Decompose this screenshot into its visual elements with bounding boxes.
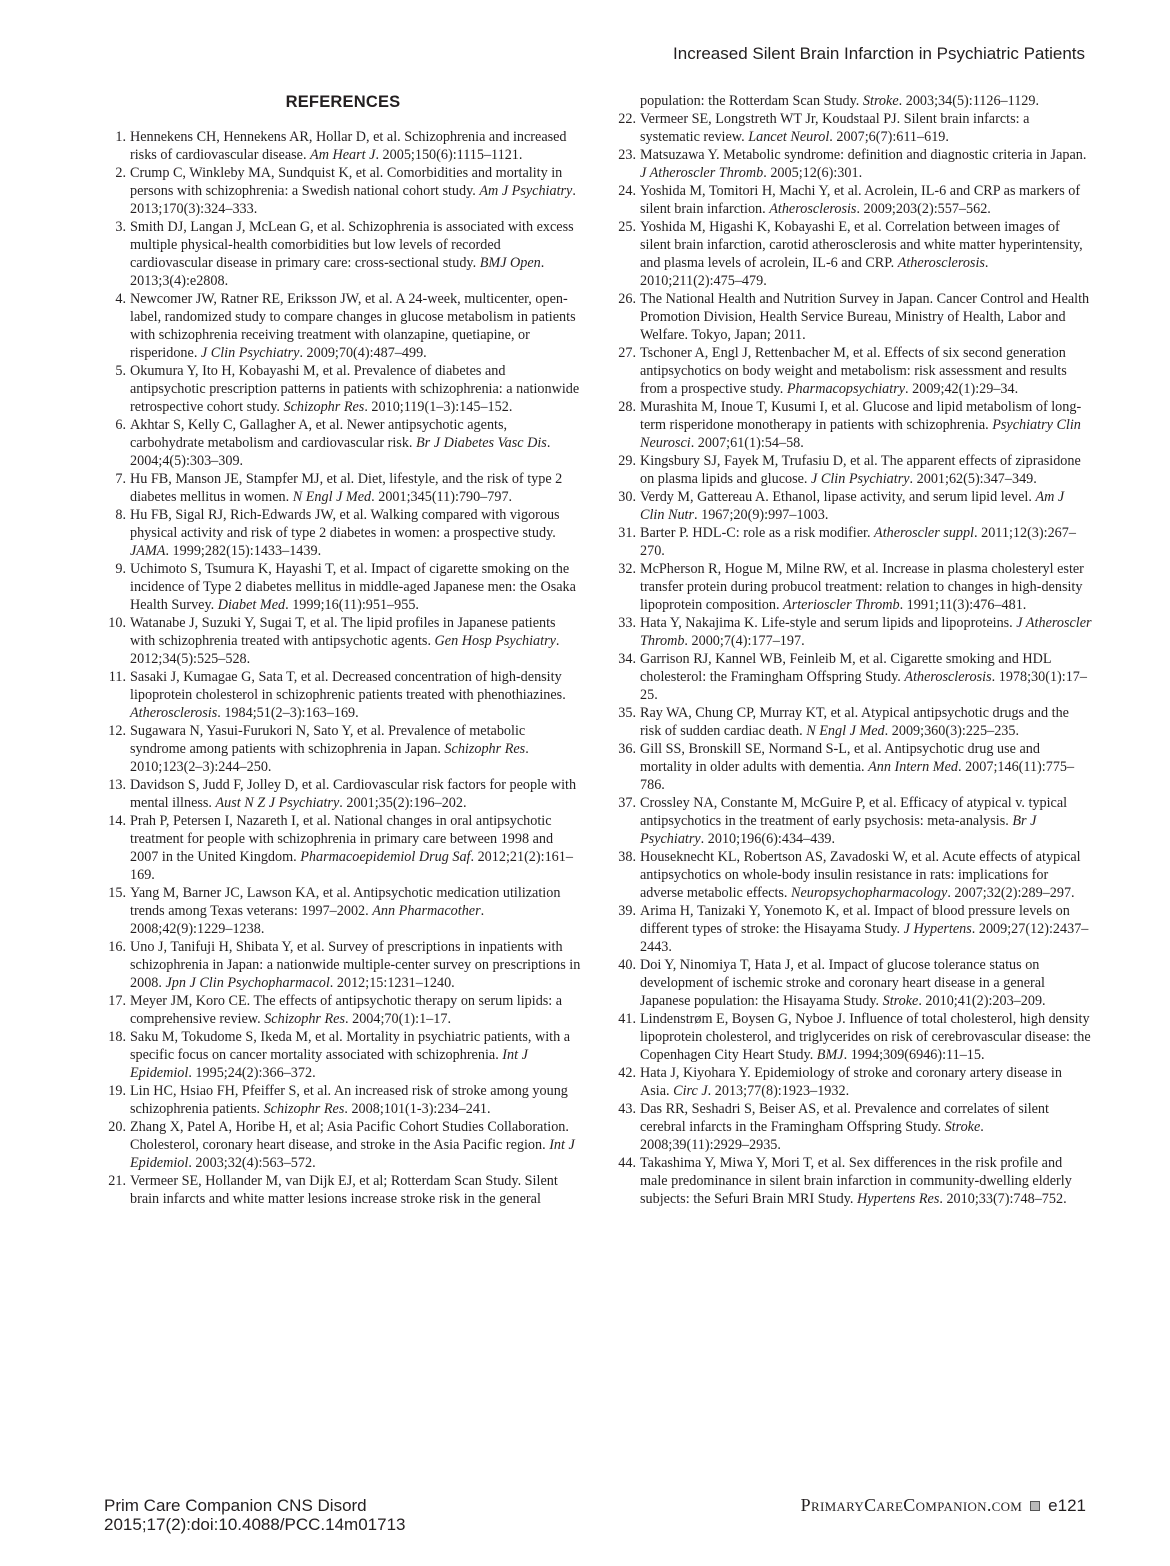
reference-segment: . 2007;6(7):611–619.: [829, 129, 949, 145]
reference-item: [104, 614, 582, 668]
reference-number: 37.: [618, 795, 636, 811]
reference-number: 14.: [108, 813, 126, 829]
reference-number: 39.: [618, 903, 636, 919]
reference-segment: Akhtar S, Kelly C, Gallagher A, et al. Newer antipsychotic agents, carbohydrate metabolism and cardiovascular risk.: [130, 417, 508, 451]
reference-segment: Okumura Y, Ito H, Kobayashi M, et al. Prevalence of diabetes and antipsychotic prescription patterns in patients with schizophrenia: a nationwide retrospective cohort study.: [130, 363, 580, 415]
reference-number: 11.: [108, 669, 126, 685]
reference-text: [130, 812, 582, 884]
journal-name: BMJ: [816, 1047, 844, 1063]
reference-segment: . 2004;4(5):303–309.: [130, 435, 551, 469]
reference-segment: Crump C, Winkleby MA, Sundquist K, et al. Comorbidities and mortality in persons with schizophrenia: a Swedish national cohort study.: [130, 165, 563, 199]
journal-name: J Clin Psychiatry: [200, 345, 300, 361]
reference-item: [614, 452, 1092, 488]
reference-segment: McPherson R, Hogue M, Milne RW, et al. Increase in plasma cholesteryl ester transfer protein during probucol treatment: relation to changes in high-density lipoprotein composition.: [640, 561, 1084, 613]
reference-item: [104, 1082, 582, 1118]
reference-item: [614, 560, 1092, 614]
reference-item: [614, 704, 1092, 740]
journal-name: Hypertens Res: [857, 1191, 940, 1207]
reference-segment: Newcomer JW, Ratner RE, Eriksson JW, et al. A 24-week, multicenter, open-label, randomized study to compare changes in glucose metabolism in patients with schizophrenia receiving treatment with olanzapine, quetiapine, or risperidone.: [130, 291, 576, 361]
reference-item: [614, 956, 1092, 1010]
journal-name: J Clin Psychiatry: [811, 471, 910, 487]
reference-item: [614, 1154, 1092, 1208]
reference-segment: Tschoner A, Engl J, Rettenbacher M, et al. Effects of six second generation antipsychotics on body weight and metabolism: risk assessment and results from a prospective study.: [640, 345, 1067, 397]
reference-segment: population: the Rotterdam Scan Study.: [640, 93, 863, 109]
reference-item: [104, 776, 582, 812]
journal-name: Br J Psychiatry: [640, 813, 1037, 847]
journal-name: Atherosclerosis: [769, 201, 857, 217]
reference-item: [614, 1100, 1092, 1154]
reference-segment: Vermeer SE, Hollander M, van Dijk EJ, et al; Rotterdam Scan Study. Silent brain infarcts and white matter lesions increase stroke risk in the general: [130, 1173, 558, 1207]
journal-name: Arterioscler Thromb: [783, 597, 900, 613]
reference-segment: . 2011;12(3):267–270.: [640, 525, 1076, 559]
reference-item: [614, 614, 1092, 650]
reference-segment: Doi Y, Ninomiya T, Hata J, et al. Impact of glucose tolerance status on development of ischemic stroke and coronary heart disease in a general Japanese population: the Hisayama Study.: [640, 957, 1045, 1009]
reference-segment: Houseknecht KL, Robertson AS, Zavadoski W, et al. Acute effects of atypical antipsychotics on whole-body insulin resistance in rats: implications for adverse metabolic effects.: [640, 849, 1081, 901]
reference-segment: . 2000;7(4):177–197.: [684, 633, 805, 649]
reference-number: 16.: [108, 939, 126, 955]
journal-name: Schizophr Res: [444, 741, 526, 757]
reference-continuation: [614, 92, 1092, 110]
reference-text: [640, 218, 1092, 290]
journal-name: Pharmacopsychiatry: [786, 381, 906, 397]
square-bullet-icon: [1030, 1501, 1040, 1511]
reference-number: 28.: [618, 399, 636, 415]
reference-item: [614, 488, 1092, 524]
journal-name: Int J Epidemiol: [130, 1137, 575, 1171]
reference-number: 2.: [115, 165, 126, 181]
reference-segment: Uno J, Tanifuji H, Shibata Y, et al. Survey of prescriptions in inpatients with schizophrenia in Japan: a nationwide multiple-center survey on prescriptions in 2008.: [130, 939, 581, 991]
reference-item: [104, 812, 582, 884]
reference-segment: . 2008;101(1-3):234–241.: [344, 1101, 491, 1117]
journal-name: Atherosclerosis: [130, 705, 218, 721]
reference-number: 7.: [115, 471, 126, 487]
reference-segment: Matsuzawa Y. Metabolic syndrome: definition and diagnostic criteria in Japan.: [640, 147, 1087, 163]
reference-segment: Uchimoto S, Tsumura K, Hayashi T, et al. Impact of cigarette smoking on the incidence of Type 2 diabetes mellitus in middle-aged Japanese men: the Osaka Health Survey.: [130, 561, 576, 613]
reference-segment: Smith DJ, Langan J, McLean G, et al. Schizophrenia is associated with excess multiple physical-health comorbidities but low levels of recorded cardiovascular disease in primary care: cross-sectional study.: [130, 219, 574, 271]
reference-item: [104, 722, 582, 776]
reference-segment: Lindenstrøm E, Boysen G, Nyboe J. Influence of total cholesterol, high density lipoprotein cholesterol, and triglycerides on risk of cerebrovascular disease: the Copenhagen City Heart Study.: [640, 1011, 1091, 1063]
reference-segment: Crossley NA, Constante M, McGuire P, et al. Efficacy of atypical v. typical antipsychotics in the treatment of early psychosis: meta-analysis.: [640, 795, 1068, 829]
reference-number: 42.: [618, 1065, 636, 1081]
reference-segment: . 1999;16(11):951–955.: [285, 597, 419, 613]
reference-segment: Das RR, Seshadri S, Beiser AS, et al. Prevalence and correlates of silent cerebral infarcts in the Framingham Offspring Study.: [640, 1101, 1049, 1135]
reference-item: [104, 884, 582, 938]
reference-segment: Arima H, Tanizaki Y, Yonemoto K, et al. Impact of blood pressure levels on different types of stroke: the Hisayama Study.: [640, 903, 1070, 937]
reference-segment: . 2008;42(9):1229–1238.: [130, 903, 485, 937]
reference-segment: . 2009;70(4):487–499.: [299, 345, 427, 361]
reference-segment: . 1991;11(3):476–481.: [899, 597, 1027, 613]
footer-doi: 2015;17(2):doi:10.4088/PCC.14m01713: [104, 1515, 406, 1534]
reference-list-left: [104, 128, 582, 1208]
reference-text: [640, 182, 1092, 218]
reference-item: [104, 290, 582, 362]
reference-number: 10.: [108, 615, 126, 631]
reference-segment: Yoshida M, Tomitori H, Machi Y, et al. Acrolein, IL-6 and CRP as markers of silent brain infarction.: [640, 183, 1081, 217]
reference-item: [104, 560, 582, 614]
journal-name: Stroke: [944, 1119, 981, 1135]
journal-name: J Atheroscler Thromb: [640, 615, 1092, 649]
reference-number: 4.: [115, 291, 126, 307]
reference-segment: Garrison RJ, Kannel WB, Feinleib M, et al. Cigarette smoking and HDL cholesterol: the Framingham Offspring Study.: [640, 651, 1051, 685]
reference-item: [104, 992, 582, 1028]
references-heading: REFERENCES: [285, 93, 401, 111]
reference-segment: Hennekens CH, Hennekens AR, Hollar D, et al. Schizophrenia and increased risks of cardiovascular disease.: [130, 129, 567, 163]
journal-name: N Engl J Med: [292, 489, 372, 505]
reference-number: 27.: [618, 345, 636, 361]
reference-segment: Verdy M, Gattereau A. Ethanol, lipase activity, and serum lipid level.: [640, 489, 1036, 505]
reference-segment: Lin HC, Hsiao FH, Pfeiffer S, et al. An increased risk of stroke among young schizophrenia patients.: [130, 1083, 568, 1117]
journal-name: Aust N Z J Psychiatry: [215, 795, 340, 811]
reference-segment: Saku M, Tokudome S, Ikeda M, et al. Mortality in psychiatric patients, with a specific focus on cancer mortality associated with schizophrenia.: [130, 1029, 571, 1063]
reference-item: [614, 398, 1092, 452]
reference-segment: Hata J, Kiyohara Y. Epidemiology of stroke and coronary artery disease in Asia.: [640, 1065, 1062, 1099]
reference-number: 17.: [108, 993, 126, 1009]
reference-text: [640, 740, 1092, 794]
reference-segment: The National Health and Nutrition Survey in Japan. Cancer Control and Health Promotion Division, Health Service Bureau, Ministry of Health, Labor and Welfare. Tokyo, Japan; 2011.: [640, 291, 1090, 343]
reference-item: [614, 848, 1092, 902]
reference-segment: . 2001;35(2):196–202.: [339, 795, 467, 811]
journal-name: Schizophr Res: [264, 1011, 345, 1027]
reference-item: [614, 1010, 1092, 1064]
reference-segment: . 2008;39(11):2929–2935.: [640, 1119, 984, 1153]
reference-segment: . 2001;345(11):790–797.: [371, 489, 513, 505]
reference-number: 1.: [115, 129, 126, 145]
reference-segment: Hu FB, Sigal RJ, Rich-Edwards JW, et al. Walking compared with vigorous physical activity and risk of type 2 diabetes in women: a prospective study.: [130, 507, 560, 541]
reference-segment: . 2010;123(2–3):244–250.: [130, 741, 529, 775]
reference-text: [640, 344, 1092, 398]
reference-number: 6.: [115, 417, 126, 433]
reference-item: [614, 1064, 1092, 1100]
reference-number: 29.: [618, 453, 636, 469]
reference-item: [614, 146, 1092, 182]
reference-segment: Barter P. HDL-C: role as a risk modifier.: [640, 525, 875, 541]
journal-name: Atherosclerosis: [904, 669, 992, 685]
reference-segment: Kingsbury SJ, Fayek M, Trufasiu D, et al. The apparent effects of ziprasidone on plasma lipids and glucose.: [640, 453, 1081, 487]
journal-name: Am J Clin Nutr: [640, 489, 1065, 523]
reference-text: [130, 938, 582, 992]
reference-text: [640, 452, 1092, 488]
reference-text: [130, 1118, 582, 1172]
journal-name: Am J Psychiatry: [479, 183, 573, 199]
footer-citation: [104, 1496, 406, 1534]
reference-item: [614, 740, 1092, 794]
reference-text: [640, 1010, 1092, 1064]
reference-number: 41.: [618, 1011, 636, 1027]
reference-number: 34.: [618, 651, 636, 667]
reference-item: [104, 470, 582, 506]
reference-text: [640, 902, 1092, 956]
reference-item: [104, 218, 582, 290]
reference-item: [614, 182, 1092, 218]
reference-segment: Hata Y, Nakajima K. Life-style and serum lipids and lipoproteins.: [640, 615, 1017, 631]
reference-text: [640, 848, 1092, 902]
reference-segment: . 1978;30(1):17–25.: [640, 669, 1087, 703]
reference-number: 13.: [108, 777, 126, 793]
reference-text: [640, 146, 1092, 182]
reference-segment: . 2007;146(11):775–786.: [640, 759, 1075, 793]
journal-name: Am Heart J: [310, 147, 376, 163]
reference-item: [614, 524, 1092, 560]
reference-text: [130, 290, 582, 362]
reference-item: [104, 1172, 582, 1208]
reference-number: 8.: [115, 507, 126, 523]
reference-number: [614, 92, 636, 110]
reference-number: 44.: [618, 1155, 636, 1171]
reference-segment: . 2003;32(4):563–572.: [188, 1155, 316, 1171]
reference-text: [130, 128, 582, 164]
journal-name: JAMA: [130, 543, 166, 559]
reference-segment: . 2007;32(2):289–297.: [947, 885, 1075, 901]
journal-name: Jpn J Clin Psychopharmacol: [165, 975, 330, 991]
journal-name: Pharmacoepidemiol Drug Saf: [300, 849, 471, 865]
reference-text: [130, 992, 582, 1028]
reference-text: [640, 398, 1092, 452]
reference-segment: Takashima Y, Miwa Y, Mori T, et al. Sex differences in the risk profile and male predominance in silent brain infarction in community-dwelling elderly subjects: the Sefuri Brain MRI Study.: [640, 1155, 1072, 1207]
reference-segment: . 2005;150(6):1115–1121.: [375, 147, 523, 163]
reference-item: [614, 218, 1092, 290]
reference-text: [130, 470, 582, 506]
reference-segment: . 2010;196(6):434–439.: [700, 831, 836, 847]
journal-name: Ann Intern Med: [868, 759, 958, 775]
reference-text: [130, 776, 582, 812]
reference-number: 12.: [108, 723, 126, 739]
reference-segment: Zhang X, Patel A, Horibe H, et al; Asia Pacific Cohort Studies Collaboration. Cholesterol, coronary heart disease, and stroke in the Asia Pacific region.: [130, 1119, 569, 1153]
reference-text: [640, 1100, 1092, 1154]
reference-text: [130, 1172, 582, 1208]
reference-segment: Meyer JM, Koro CE. The effects of antipsychotic therapy on serum lipids: a comprehensive review.: [130, 993, 563, 1027]
reference-text: [640, 794, 1092, 848]
page-number: e121: [1048, 1496, 1086, 1515]
journal-name: N Engl J Med: [806, 723, 885, 739]
reference-text: [130, 668, 582, 722]
reference-item: [614, 344, 1092, 398]
reference-text: [130, 884, 582, 938]
reference-item: [104, 128, 582, 164]
right-column: [614, 92, 1092, 1208]
reference-text: [130, 362, 582, 416]
reference-item: [614, 110, 1092, 146]
reference-segment: Sugawara N, Yasui-Furukori N, Sato Y, et al. Prevalence of metabolic syndrome among patients with schizophrenia in Japan.: [130, 723, 526, 757]
reference-number: 15.: [108, 885, 126, 901]
journal-name: Atherosclerosis: [897, 255, 985, 271]
journal-name: Stroke: [882, 993, 919, 1009]
reference-item: [614, 902, 1092, 956]
reference-segment: Yoshida M, Higashi K, Kobayashi E, et al. Correlation between images of silent brain infarction, carotid atherosclerosis and white matter hyperintensity, and plasma levels of acrolein, IL-6 and CRP.: [640, 219, 1083, 271]
reference-text: [130, 614, 582, 668]
reference-segment: Ray WA, Chung CP, Murray KT, et al. Atypical antipsychotic drugs and the risk of sudden cardiac death.: [640, 705, 1069, 739]
reference-number: 19.: [108, 1083, 126, 1099]
journal-name: Diabet Med: [217, 597, 286, 613]
reference-segment: Watanabe J, Suzuki Y, Sugai T, et al. The lipid profiles in Japanese patients with schizophrenia treated with antipsychotic agents.: [130, 615, 556, 649]
reference-number: 30.: [618, 489, 636, 505]
reference-number: 43.: [618, 1101, 636, 1117]
reference-segment: . 2010;41(2):203–209.: [918, 993, 1046, 1009]
reference-segment: . 1967;20(9):997–1003.: [694, 507, 829, 523]
reference-segment: . 1994;309(6946):11–15.: [843, 1047, 985, 1063]
reference-item: [104, 1118, 582, 1172]
reference-segment: . 2012;15:1231–1240.: [329, 975, 455, 991]
reference-item: [614, 794, 1092, 848]
reference-segment: . 2010;33(7):748–752.: [939, 1191, 1067, 1207]
reference-item: [614, 290, 1092, 344]
reference-segment: . 2001;62(5):347–349.: [909, 471, 1037, 487]
reference-number: 25.: [618, 219, 636, 235]
reference-segment: . 2013;77(8):1923–1932.: [707, 1083, 850, 1099]
reference-number: 9.: [115, 561, 126, 577]
journal-name: BMJ Open: [479, 255, 541, 271]
journal-name: Ann Pharmacother: [372, 903, 481, 919]
reference-text: [640, 704, 1092, 740]
reference-text: [640, 110, 1092, 146]
reference-item: [104, 668, 582, 722]
reference-number: 32.: [618, 561, 636, 577]
reference-text: [640, 650, 1092, 704]
reference-list-right: [614, 92, 1092, 1208]
reference-segment: . 2012;21(2):161–169.: [130, 849, 573, 883]
reference-segment: . 2007;61(1):54–58.: [690, 435, 804, 451]
reference-text: [640, 92, 1092, 110]
left-column: [104, 92, 582, 1208]
reference-text: [640, 1064, 1092, 1100]
reference-text: [640, 290, 1092, 344]
reference-number: 36.: [618, 741, 636, 757]
footer-journal: Prim Care Companion CNS Disord: [104, 1496, 367, 1515]
reference-segment: Davidson S, Judd F, Jolley D, et al. Cardiovascular risk factors for people with mental illness.: [130, 777, 577, 811]
reference-number: 5.: [115, 363, 126, 379]
reference-text: [640, 956, 1092, 1010]
reference-text: [130, 1082, 582, 1118]
journal-name: J Hypertens: [903, 921, 972, 937]
reference-number: 18.: [108, 1029, 126, 1045]
journal-name: Atheroscler suppl: [874, 525, 975, 541]
reference-number: 35.: [618, 705, 636, 721]
reference-number: 24.: [618, 183, 636, 199]
reference-item: [104, 416, 582, 470]
reference-number: 23.: [618, 147, 636, 163]
reference-text: [640, 1154, 1092, 1208]
reference-segment: . 2003;34(5):1126–1129.: [898, 93, 1040, 109]
journal-name: Br J Diabetes Vasc Dis: [416, 435, 547, 451]
reference-segment: . 1999;282(15):1433–1439.: [165, 543, 322, 559]
reference-segment: Hu FB, Manson JE, Stampfer MJ, et al. Diet, lifestyle, and the risk of type 2 diabetes mellitus in women.: [130, 471, 563, 505]
journal-name: J Atheroscler Thromb: [640, 165, 764, 181]
reference-segment: . 2009;360(3):225–235.: [884, 723, 1020, 739]
reference-text: [130, 722, 582, 776]
reference-number: 38.: [618, 849, 636, 865]
reference-item: [614, 650, 1092, 704]
reference-item: [104, 938, 582, 992]
reference-segment: Sasaki J, Kumagae G, Sata T, et al. Decreased concentration of high-density lipoprotein cholesterol in schizophrenic patients treated with phenothiazines.: [130, 669, 566, 703]
reference-item: [104, 1028, 582, 1082]
journal-name: Neuropsychopharmacology: [791, 885, 948, 901]
reference-segment: . 2010;119(1–3):145–152.: [364, 399, 513, 415]
reference-segment: Prah P, Petersen I, Nazareth I, et al. National changes in oral antipsychotic treatment for people with schizophrenia in primary care between 1998 and 2007 in the United Kingdom.: [130, 813, 554, 865]
reference-number: 33.: [618, 615, 636, 631]
reference-number: 26.: [618, 291, 636, 307]
journal-name: Lancet Neurol: [748, 129, 830, 145]
journal-name: Schizophr Res: [263, 1101, 345, 1117]
reference-number: 31.: [618, 525, 636, 541]
reference-segment: . 2004;70(1):1–17.: [345, 1011, 452, 1027]
reference-text: [640, 488, 1092, 524]
journal-name: Psychiatry Clin Neurosci: [640, 417, 1081, 451]
reference-segment: . 1984;51(2–3):163–169.: [217, 705, 359, 721]
reference-text: [640, 614, 1092, 650]
reference-segment: Yang M, Barner JC, Lawson KA, et al. Antipsychotic medication utilization trends among Texas veterans: 1997–2002.: [130, 885, 561, 919]
reference-segment: . 2013;3(4):e2808.: [130, 255, 545, 289]
reference-segment: . 2009;203(2):557–562.: [856, 201, 991, 217]
reference-text: [130, 1028, 582, 1082]
reference-number: 21.: [108, 1173, 126, 1189]
reference-text: [130, 506, 582, 560]
reference-segment: Murashita M, Inoue T, Kusumi I, et al. Glucose and lipid metabolism of long-term risperidone monotherapy in patients with schizophrenia.: [640, 399, 1082, 433]
footer-page-info: [801, 1496, 1086, 1515]
reference-segment: . 2012;34(5):525–528.: [130, 633, 560, 667]
journal-name: Int J Epidemiol: [130, 1047, 528, 1081]
reference-segment: Vermeer SE, Longstreth WT Jr, Koudstaal PJ. Silent brain infarcts: a systematic review.: [640, 111, 1030, 145]
reference-number: 20.: [108, 1119, 126, 1135]
reference-number: 40.: [618, 957, 636, 973]
journal-name: Circ J: [673, 1083, 708, 1099]
reference-text: [130, 218, 582, 290]
reference-text: [640, 560, 1092, 614]
journal-name: Gen Hosp Psychiatry: [434, 633, 556, 649]
reference-text: [130, 416, 582, 470]
reference-segment: . 2013;170(3):324–333.: [130, 183, 576, 217]
footer-site[interactable]: PrimaryCareCompanion.com: [800, 1495, 1023, 1515]
reference-segment: . 2005;12(6):301.: [763, 165, 863, 181]
reference-item: [104, 362, 582, 416]
reference-text: [640, 524, 1092, 560]
reference-segment: . 2010;211(2):475–479.: [640, 255, 989, 289]
reference-item: [104, 164, 582, 218]
reference-segment: . 2009;27(12):2437–2443.: [640, 921, 1089, 955]
running-head: Increased Silent Brain Infarction in Psychiatric Patients: [673, 44, 1085, 63]
reference-item: [104, 506, 582, 560]
journal-name: Schizophr Res: [283, 399, 365, 415]
reference-number: 3.: [115, 219, 126, 235]
reference-segment: . 2009;42(1):29–34.: [905, 381, 1019, 397]
reference-text: [130, 560, 582, 614]
reference-segment: Gill SS, Bronskill SE, Normand S-L, et al. Antipsychotic drug use and mortality in older adults with dementia.: [640, 741, 1040, 775]
reference-segment: . 1995;24(2):366–372.: [188, 1065, 316, 1081]
reference-number: 22.: [618, 111, 636, 127]
journal-name: Stroke: [862, 93, 899, 109]
reference-text: [130, 164, 582, 218]
